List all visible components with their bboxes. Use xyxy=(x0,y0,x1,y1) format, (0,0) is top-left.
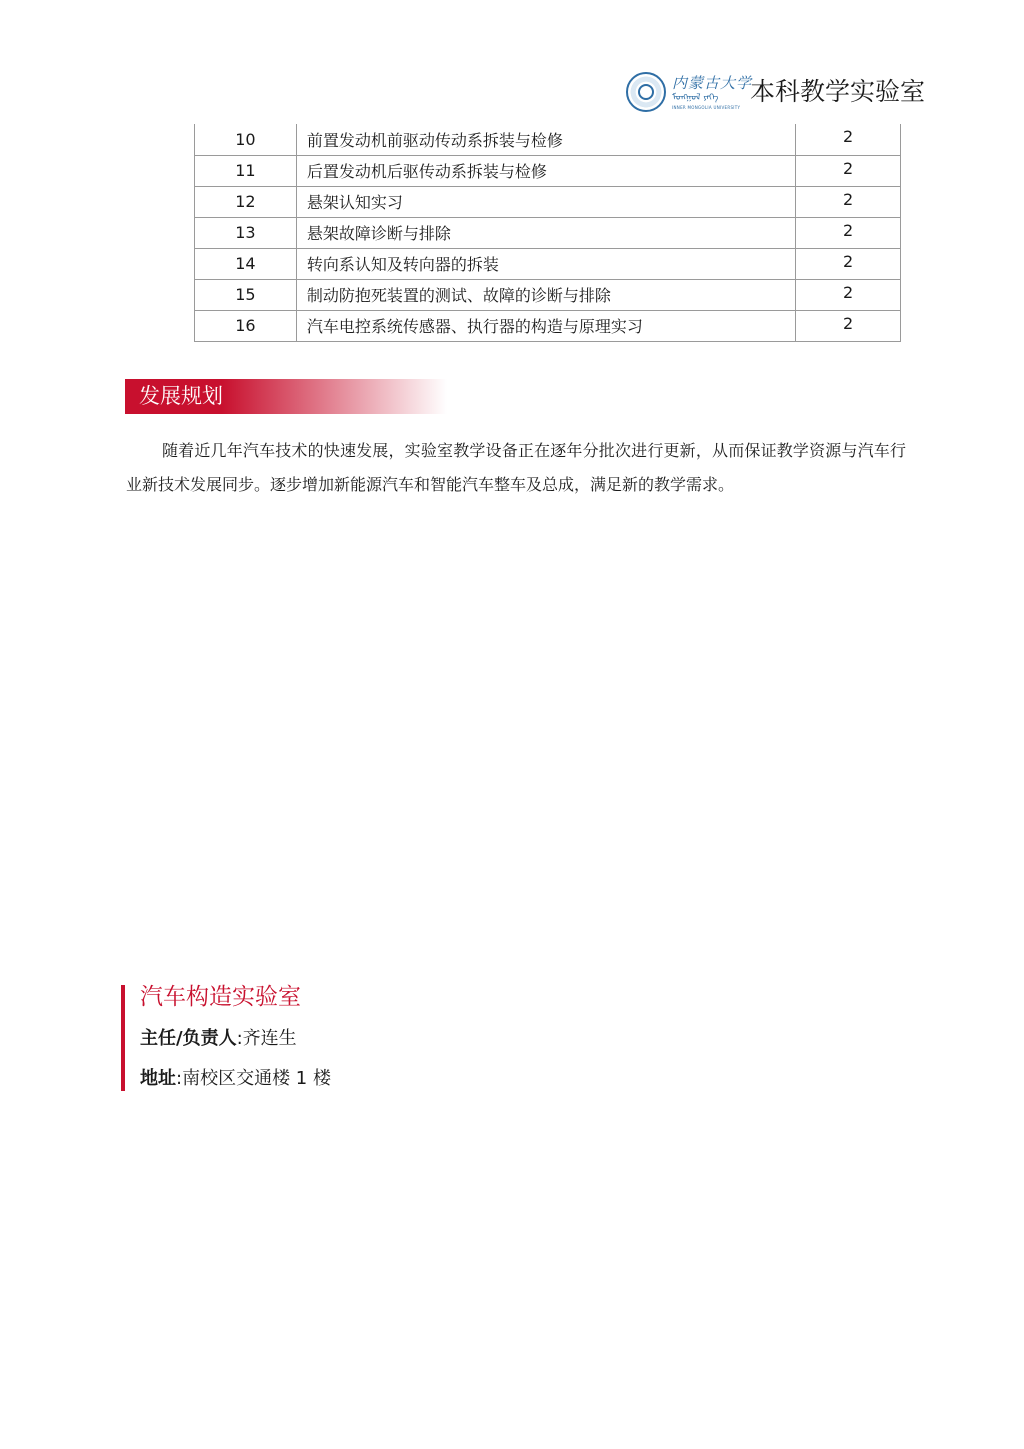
table-row xyxy=(195,186,901,217)
section-title: 发展规划 xyxy=(139,384,223,408)
course-name-cell: 汽车电控系统传感器、执行器的构造与原理实习 xyxy=(296,310,795,341)
lab-director-label: 主任/负责人 xyxy=(140,1028,237,1049)
section-banner xyxy=(125,379,447,414)
table-row xyxy=(195,124,901,155)
lab-address-label: 地址 xyxy=(140,1068,176,1089)
course-name-cell: 制动防抱死装置的测试、故障的诊断与排除 xyxy=(296,279,795,310)
table-row xyxy=(195,155,901,186)
course-hours-cell: 2 xyxy=(796,124,901,155)
course-name-cell: 悬架故障诊断与排除 xyxy=(296,217,795,248)
lab-accent-bar xyxy=(121,985,125,1091)
course-hours-cell: 2 xyxy=(796,155,901,186)
course-number-cell: 14 xyxy=(195,248,297,279)
course-hours-cell: 2 xyxy=(796,310,901,341)
course-name-cell: 转向系认知及转向器的拆装 xyxy=(296,248,795,279)
section-paragraph: 随着近几年汽车技术的快速发展，实验室教学设备正在逐年分批次进行更新，从而保证教学资源与汽车行业新技术发展同步。逐步增加新能源汽车和智能汽车整车及总成，满足新的教学需求。 xyxy=(126,441,906,494)
course-hours-cell: 2 xyxy=(796,279,901,310)
course-table-body xyxy=(195,124,901,341)
course-number-cell: 12 xyxy=(195,186,297,217)
logo-script-text: 内蒙古大学 xyxy=(672,74,753,92)
lab-director xyxy=(140,1024,297,1054)
course-hours-cell: 2 xyxy=(796,186,901,217)
logo-english-text: INNER MONGOLIA UNIVERSITY xyxy=(672,105,741,110)
course-hours-cell: 2 xyxy=(796,217,901,248)
page-header xyxy=(626,70,925,114)
lab-name: 汽车构造实验室 xyxy=(140,984,301,1010)
lab-address-value: :南校区交通楼 1 楼 xyxy=(176,1068,331,1089)
lab-director-value: :齐连生 xyxy=(236,1028,297,1049)
header-title: 本科教学实验室 xyxy=(750,77,926,106)
logo-mongolian-text: ᠮᠣᠩᠭᠣᠯ ᠶᠡᠬᠡ xyxy=(672,93,719,103)
course-name-cell: 悬架认知实习 xyxy=(296,186,795,217)
course-number-cell: 10 xyxy=(195,124,297,155)
course-number-cell: 11 xyxy=(195,155,297,186)
lab-address xyxy=(140,1064,331,1094)
table-row xyxy=(195,279,901,310)
course-table xyxy=(194,124,901,342)
university-seal-icon xyxy=(626,72,666,112)
course-number-cell: 15 xyxy=(195,279,297,310)
course-number-cell: 16 xyxy=(195,310,297,341)
university-logo xyxy=(672,72,753,112)
table-row xyxy=(195,310,901,341)
course-name-cell: 后置发动机后驱传动系拆装与检修 xyxy=(296,155,795,186)
course-name-cell: 前置发动机前驱动传动系拆装与检修 xyxy=(296,124,795,155)
table-row xyxy=(195,248,901,279)
course-hours-cell: 2 xyxy=(796,248,901,279)
table-row xyxy=(195,217,901,248)
course-number-cell: 13 xyxy=(195,217,297,248)
